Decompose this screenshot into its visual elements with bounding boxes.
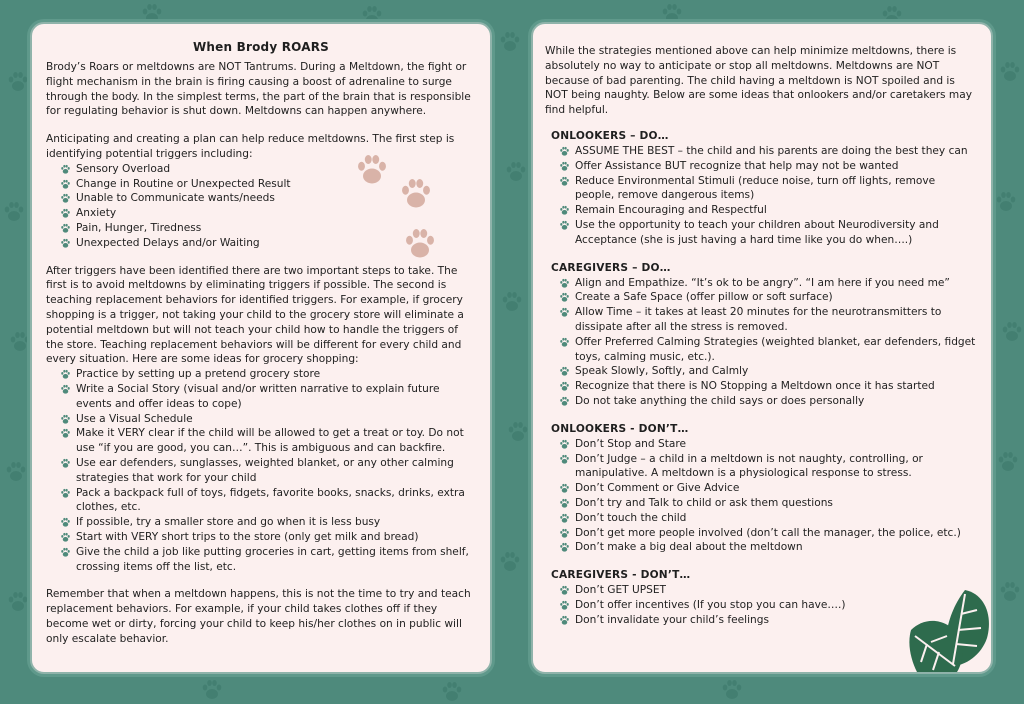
list-item-text: Write a Social Story (visual and/or written narrative to explain future events and offer ideas to cope) <box>76 382 440 410</box>
list-item-text: Speak Slowly, Softly, and Calmly <box>575 365 749 378</box>
paw-print-icon <box>559 439 570 450</box>
paw-print-icon <box>498 30 522 54</box>
paw-print-icon <box>559 220 570 231</box>
paw-print-icon <box>559 483 570 494</box>
list-item <box>559 364 977 379</box>
paw-print-icon <box>60 488 71 499</box>
paw-print-icon <box>60 532 71 543</box>
section-list <box>545 144 977 248</box>
section-heading: CAREGIVERS – DO… <box>551 261 671 274</box>
list-item-text: Give the child a job like putting groceries in cart, getting items from shelf, crossing items off the list, etc. <box>76 545 469 573</box>
list-item-text: Don’t offer incentives (If you stop you can have….) <box>575 598 846 611</box>
list-item <box>60 162 476 177</box>
list-item-text: Practice by setting up a pretend grocery store <box>76 368 321 381</box>
list-item-text: Offer Preferred Calming Strategies (weighted blanket, ear defenders, fidget toys, calming music, etc.). <box>575 335 976 363</box>
section-list <box>545 437 977 555</box>
list-item <box>559 290 977 305</box>
list-item <box>60 515 476 530</box>
list-item <box>60 456 476 486</box>
advice-sections <box>545 130 977 628</box>
list-item <box>559 218 977 248</box>
list-item-text: Unexpected Delays and/or Waiting <box>76 236 260 249</box>
paw-print-icon <box>998 580 1022 604</box>
paw-print-icon <box>498 550 522 574</box>
paw-print-icon <box>559 205 570 216</box>
list-item-text: Don’t Comment or Give Advice <box>575 482 740 495</box>
list-item <box>559 276 977 291</box>
list-item-text: Pack a backpack full of toys, fidgets, favorite books, snacks, drinks, extra clothes, etc. <box>76 486 465 514</box>
page-title: When Brody ROARS <box>192 40 330 54</box>
list-item <box>559 481 977 496</box>
list-item <box>559 540 977 555</box>
list-item-text: Anxiety <box>76 207 117 220</box>
paw-print-icon <box>60 428 71 439</box>
list-item-text: Don’t invalidate your child’s feelings <box>575 613 770 626</box>
list-item-text: Don’t touch the child <box>575 511 687 524</box>
paw-print-icon <box>60 223 71 234</box>
paw-print-icon <box>559 585 570 596</box>
right-panel <box>531 22 993 674</box>
list-item <box>559 335 977 365</box>
paw-print-icon <box>2 200 26 224</box>
paw-print-icon <box>559 307 570 318</box>
list-item <box>559 305 977 335</box>
list-item <box>559 203 977 218</box>
paw-print-icon <box>559 615 570 626</box>
list-item-text: Don’t Stop and Stare <box>575 437 687 450</box>
paw-print-icon <box>559 176 570 187</box>
list-item <box>559 174 977 204</box>
list-item <box>60 486 476 516</box>
list-item <box>559 159 977 174</box>
list-item-text: Use a Visual Schedule <box>76 412 193 425</box>
paw-print-icon <box>60 458 71 469</box>
list-item-text: Remain Encouraging and Respectful <box>575 204 767 217</box>
list-item <box>559 379 977 394</box>
intro-paragraph: Brody’s Roars or meltdowns are NOT Tantrums. During a Meltdown, the fight or flight mechanism in the brain is firing causing a boost of adrenaline to surge through the body. In the simplest terms, the part of the brain that is responsible for regulating behavior is shut down. Meltdowns can happen anywhere. <box>46 61 471 118</box>
list-item <box>559 437 977 452</box>
paw-print-icon <box>4 460 28 484</box>
paw-print-icon <box>559 366 570 377</box>
paw-print-icon <box>60 179 71 190</box>
list-item <box>559 394 977 409</box>
list-item <box>60 426 476 456</box>
paw-print-icon <box>506 420 530 444</box>
paw-print-icon <box>402 226 438 262</box>
paw-print-icon <box>559 513 570 524</box>
paw-print-icon <box>60 369 71 380</box>
list-item-text: ASSUME THE BEST – the child and his parents are doing the best they can <box>575 144 968 157</box>
paw-print-icon <box>60 238 71 249</box>
list-item-text: Reduce Environmental Stimuli (reduce noise, turn off lights, remove people, remove dangerous items) <box>575 174 936 202</box>
list-item-text: Don’t make a big deal about the meltdown <box>575 541 803 554</box>
paw-print-icon <box>60 193 71 204</box>
paw-print-icon <box>200 678 224 702</box>
paw-print-icon <box>504 160 528 184</box>
paw-print-icon <box>559 542 570 553</box>
list-item-text: Don’t try and Talk to child or ask them questions <box>575 496 833 509</box>
section-heading: ONLOOKERS – DO… <box>551 129 669 142</box>
paw-print-icon <box>1000 320 1024 344</box>
paw-print-icon <box>354 152 390 188</box>
paw-print-icon <box>994 190 1018 214</box>
after-triggers-paragraph: After triggers have been identified there are two important steps to take. The first is to avoid meltdowns by eliminating triggers if possible. The second is teaching replacement behaviors for identified triggers. For example, if grocery shopping is a trigger, not taking your child to the grocery store will eliminate a potential meltdown but will not teach your child how to handle the triggers of the store. Teaching replacement behaviors will be different for every child and every situation. Here are some ideas for grocery shopping: <box>46 264 464 366</box>
grocery-ideas-list <box>46 367 476 574</box>
closing-paragraph: Remember that when a meltdown happens, this is not the time to try and teach replacement behaviors. For example, if your child takes clothes off if they become wet or dirty, forcing your child to keep his/her clothes on in public will only escalate behavior. <box>46 588 471 645</box>
paw-print-icon <box>60 164 71 175</box>
section-heading: CAREGIVERS - DON’T… <box>551 569 691 582</box>
list-item-text: Don’t GET UPSET <box>575 584 667 597</box>
paw-print-icon <box>559 600 570 611</box>
paw-print-icon <box>559 292 570 303</box>
paw-print-icon <box>559 396 570 407</box>
list-item-text: If possible, try a smaller store and go when it is less busy <box>76 516 381 529</box>
paw-print-icon <box>60 384 71 395</box>
list-item <box>60 367 476 382</box>
list-item <box>559 496 977 511</box>
paw-print-icon <box>60 414 71 425</box>
paw-print-icon <box>8 330 32 354</box>
list-item <box>60 382 476 412</box>
list-item-text: Use ear defenders, sunglasses, weighted blanket, or any other calming strategies that work for your child <box>76 456 454 484</box>
list-item-text: Sensory Overload <box>76 162 171 175</box>
list-item-text: Allow Time – it takes at least 20 minutes for the neurotransmitters to dissipate after all the stress is removed. <box>575 306 942 333</box>
paw-print-icon <box>559 381 570 392</box>
list-item-text: Make it VERY clear if the child will be allowed to get a treat or toy. Do not use “if you are good, you can…”. This is ambiguous and can backfire. <box>76 427 464 455</box>
list-item-text: Create a Safe Space (offer pillow or soft surface) <box>575 291 833 304</box>
paw-print-icon <box>559 146 570 157</box>
list-item <box>60 412 476 427</box>
list-item-text: Do not take anything the child says or does personally <box>575 394 865 407</box>
list-item <box>60 530 476 545</box>
paw-print-icon <box>6 590 30 614</box>
list-item <box>559 452 977 482</box>
paw-print-icon <box>440 680 464 704</box>
paw-print-icon <box>559 498 570 509</box>
list-item <box>559 511 977 526</box>
paw-print-icon <box>6 70 30 94</box>
section-heading: ONLOOKERS - DON’T… <box>551 422 689 435</box>
list-item-text: Pain, Hunger, Tiredness <box>76 221 202 234</box>
list-item-text: Don’t get more people involved (don’t call the manager, the police, etc.) <box>575 526 961 539</box>
paw-print-icon <box>998 60 1022 84</box>
paw-print-icon <box>559 278 570 289</box>
paw-print-icon <box>720 678 744 702</box>
list-item-text: Change in Routine or Unexpected Result <box>76 177 291 190</box>
paw-print-icon <box>398 176 434 212</box>
paw-print-icon <box>60 547 71 558</box>
list-item-text: Offer Assistance BUT recognize that help may not be wanted <box>575 159 899 172</box>
list-item-text: Align and Empathize. “It’s ok to be angry”. “I am here if you need me” <box>575 276 950 289</box>
paw-print-icon <box>559 161 570 172</box>
monstera-leaf-icon <box>907 586 991 672</box>
list-item-text: Recognize that there is NO Stopping a Meltdown once it has started <box>575 380 935 393</box>
list-item <box>559 526 977 541</box>
left-panel <box>30 22 492 674</box>
paw-print-icon <box>60 517 71 528</box>
list-item-text: Use the opportunity to teach your children about Neurodiversity and Acceptance (she is just having a hard time like you do when….) <box>575 218 939 246</box>
list-item <box>559 144 977 159</box>
paw-print-icon <box>60 208 71 219</box>
right-intro-paragraph: While the strategies mentioned above can help minimize meltdowns, there is absolutely no way to anticipate or stop all meltdowns. Meltdowns are NOT because of bad parenting. The child having a meltdown is NOT spoiled and is NOT being naughty. Below are some ideas that onlookers and/or caretakers may find helpful. <box>545 45 973 117</box>
paw-print-icon <box>559 337 570 348</box>
paw-print-icon <box>559 454 570 465</box>
paw-print-icon <box>559 528 570 539</box>
paw-print-icon <box>500 290 524 314</box>
list-item-text: Don’t Judge – a child in a meltdown is not naughty, controlling, or manipulative. A meltdown is a physiological response to stress. <box>575 452 923 480</box>
paw-print-icon <box>996 450 1020 474</box>
section-list <box>545 276 977 409</box>
plan-intro-paragraph: Anticipating and creating a plan can help reduce meltdowns. The first step is identifying potential triggers including: <box>46 133 455 160</box>
list-item-text: Unable to Communicate wants/needs <box>76 192 275 205</box>
list-item <box>60 545 476 575</box>
list-item-text: Start with VERY short trips to the store (only get milk and bread) <box>76 530 419 543</box>
